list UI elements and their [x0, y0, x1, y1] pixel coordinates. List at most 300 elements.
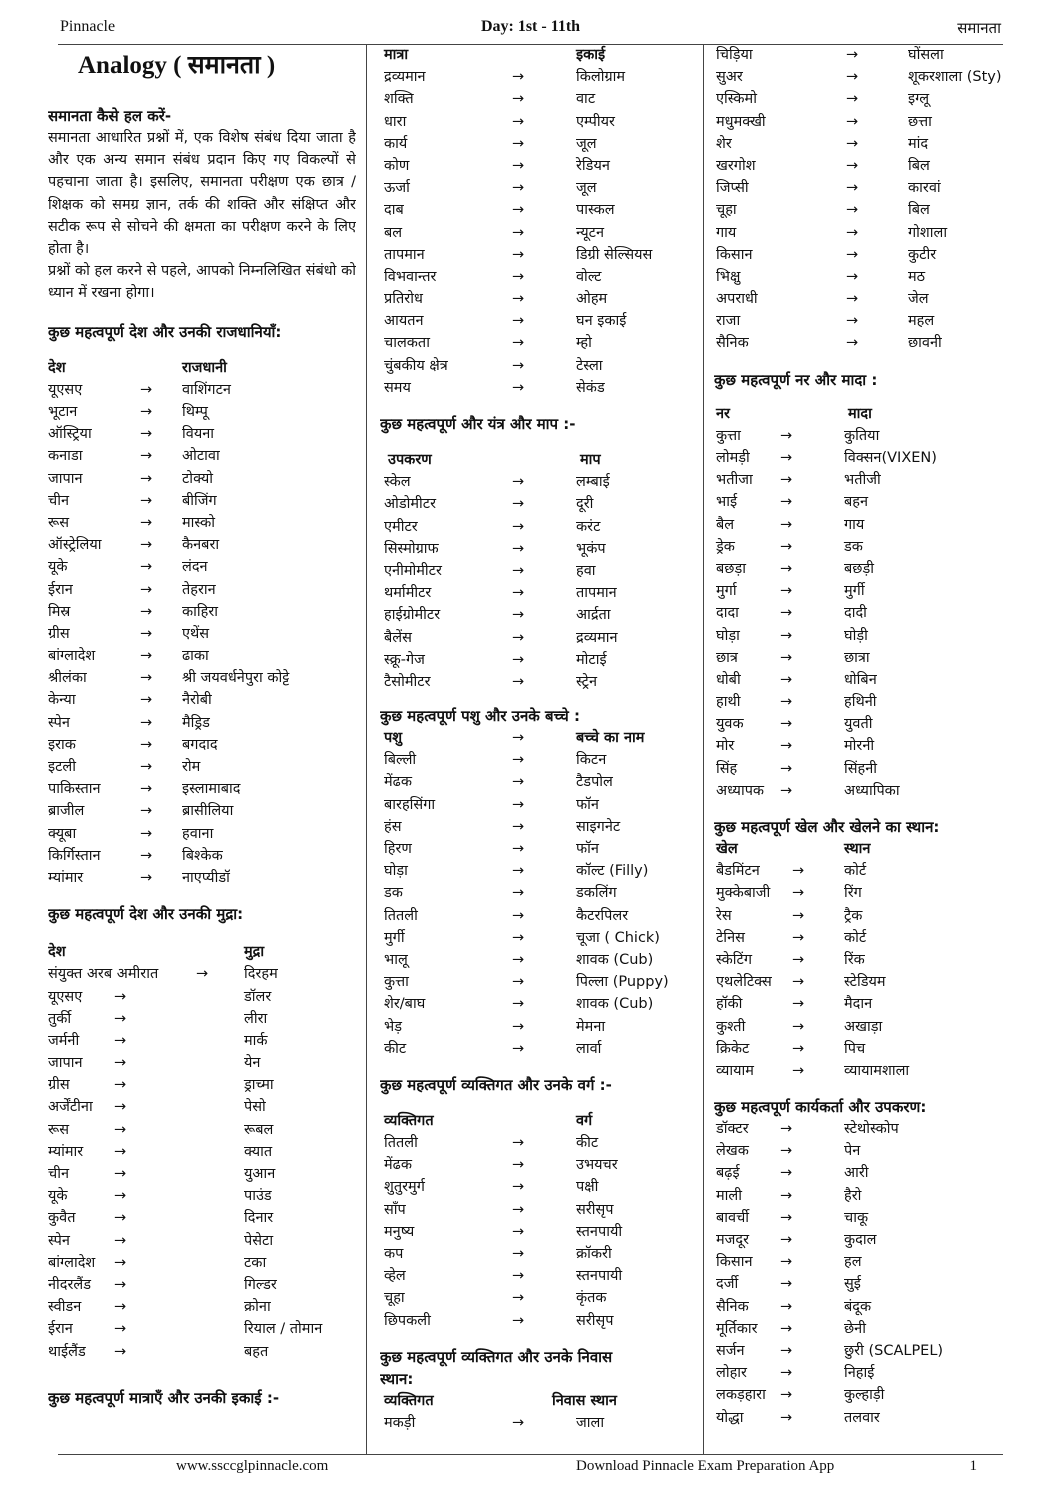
- row-term: मूर्तिकार: [716, 1320, 758, 1337]
- row-term: अर्जेंटीना: [48, 1099, 93, 1116]
- units-heading: कुछ महत्वपूर्ण मात्राएँ और उनकी इकाई :-: [48, 1388, 280, 1407]
- arrow-icon: →: [792, 996, 805, 1013]
- row-value: मठ: [908, 268, 926, 285]
- row-value: आरी: [844, 1165, 869, 1182]
- row-term: बैडमिंटन: [716, 863, 760, 880]
- row-value: नाएप्यीडॉ: [182, 869, 230, 886]
- row-value: डक: [844, 538, 863, 555]
- arrow-icon: →: [780, 1165, 793, 1182]
- habitats-table: [380, 1412, 692, 1434]
- row-value: गिल्डर: [244, 1276, 277, 1293]
- arrow-icon: →: [512, 996, 525, 1013]
- table-row: [380, 88, 692, 110]
- arrow-icon: →: [846, 180, 859, 197]
- arrow-icon: →: [512, 629, 525, 646]
- row-value: व्यायामशाला: [844, 1062, 910, 1079]
- row-term: मेंढक: [384, 1157, 412, 1174]
- arrow-icon: →: [140, 692, 153, 709]
- row-term: शक्ति: [384, 91, 414, 108]
- row-term: प्रतिरोध: [384, 291, 423, 308]
- row-value: मांद: [908, 135, 929, 152]
- row-term: इटली: [48, 759, 77, 775]
- row-term: संयुक्त अरब अमीरात: [48, 966, 159, 983]
- table-row: [48, 1341, 356, 1363]
- arrow-icon: →: [512, 1223, 525, 1240]
- classes-col-class: वर्ग: [576, 1112, 593, 1129]
- arrow-icon: →: [140, 736, 153, 753]
- table-row: [380, 794, 692, 816]
- table-row: [714, 536, 1010, 558]
- table-row: [48, 986, 356, 1008]
- arrow-icon: →: [512, 1018, 525, 1035]
- table-row: [380, 111, 692, 133]
- row-term: भेड़: [384, 1018, 402, 1035]
- row-term: सिस्मोग्राफ: [384, 540, 439, 557]
- instruments-table: [380, 471, 692, 693]
- table-row: [714, 1273, 1010, 1295]
- table-row: [380, 971, 692, 993]
- row-term: कप: [384, 1246, 404, 1262]
- arrow-icon: →: [512, 885, 525, 902]
- table-row: [48, 1008, 356, 1030]
- arrow-icon: →: [114, 1210, 127, 1227]
- table-row: [714, 1185, 1010, 1207]
- row-term: यूके: [48, 1188, 68, 1205]
- row-term: यूके: [48, 559, 68, 576]
- arrow-icon: →: [780, 472, 793, 489]
- table-row: [714, 133, 1010, 155]
- table-row: [48, 401, 356, 423]
- table-row: [48, 1141, 356, 1163]
- intro-paragraph: समानता आधारित प्रश्नों में, एक विशेष संबंध दिया जाता है और एक अन्य समान संबंध प्रदान किए गए विकल्पों से पहचाना जाता है। इसलिए, समानता परीक्षण एक छात्र / शिक्षक को समग्र ज्ञान, तर्क की शक्ति और संक्षिप्त और सटीक रूप से सोचने की क्षमता का परीक्षण करने के लिए होता है।: [48, 130, 356, 258]
- table-row: [380, 355, 692, 377]
- table-row: [714, 111, 1010, 133]
- arrow-icon: →: [780, 538, 793, 555]
- arrow-icon: →: [512, 291, 525, 308]
- arrow-icon: →: [140, 492, 153, 509]
- currency-col-currency: मुद्रा: [244, 944, 265, 961]
- arrow-icon: →: [512, 774, 525, 791]
- arrow-icon: →: [846, 91, 859, 108]
- table-row: [714, 288, 1010, 310]
- table-row: [714, 1140, 1010, 1162]
- arrow-icon: →: [140, 803, 153, 820]
- row-value: ट्रैक: [844, 907, 863, 924]
- arrow-icon: →: [780, 1187, 793, 1204]
- row-term: स्पेन: [48, 714, 70, 731]
- arrow-icon: →: [140, 625, 153, 642]
- arrow-icon: →: [114, 1166, 127, 1182]
- row-term: बढ़ई: [716, 1165, 740, 1182]
- table-row: [714, 758, 1010, 780]
- arrow-icon: →: [512, 796, 525, 813]
- arrow-icon: →: [780, 450, 793, 466]
- row-value: स्तनपायी: [576, 1223, 623, 1240]
- table-row: [714, 1407, 1010, 1429]
- table-row: [380, 377, 692, 399]
- row-term: घोड़ा: [384, 863, 408, 880]
- table-row: [380, 177, 692, 199]
- table-row: [48, 1052, 356, 1074]
- capitals-col-capital: राजधानी: [182, 359, 227, 376]
- arrow-icon: →: [846, 246, 859, 263]
- arrow-icon: →: [846, 202, 859, 219]
- row-value: क्यात: [244, 1143, 273, 1160]
- row-term: रेस: [716, 907, 732, 924]
- arrow-icon: →: [114, 1343, 127, 1360]
- capitals-col-country: देश: [48, 359, 66, 376]
- table-row: [380, 133, 692, 155]
- table-row: [714, 332, 1010, 354]
- units-table: [380, 66, 692, 399]
- table-row: [48, 667, 356, 689]
- row-value: घोंसला: [908, 47, 944, 63]
- row-term: द्रव्यमान: [384, 69, 426, 86]
- row-value: जूल: [576, 180, 597, 197]
- row-term: सिंह: [716, 760, 738, 777]
- row-term: क्रिकेट: [716, 1040, 750, 1057]
- row-term: मजदूर: [716, 1232, 750, 1248]
- row-term: भूटान: [48, 404, 78, 420]
- row-value: चाकू: [844, 1209, 869, 1226]
- arrow-icon: →: [512, 357, 525, 374]
- row-term: योद्धा: [716, 1409, 744, 1426]
- row-term: राजा: [716, 313, 741, 330]
- arrow-icon: →: [780, 516, 793, 533]
- classes-table: [380, 1132, 692, 1332]
- table-row: [48, 778, 356, 800]
- arrow-icon: →: [512, 562, 525, 579]
- page-title: Analogy ( समानता ): [78, 52, 276, 79]
- table-row: [714, 602, 1010, 624]
- arrow-icon: →: [512, 1157, 525, 1174]
- row-term: मनुष्य: [384, 1223, 415, 1240]
- gender-col-female: मादा: [848, 405, 872, 422]
- arrow-icon: →: [780, 782, 793, 799]
- row-term: शेर: [716, 135, 732, 152]
- row-term: धारा: [384, 113, 407, 130]
- row-term: व्हेल: [384, 1268, 406, 1285]
- arrow-icon: →: [114, 1121, 127, 1138]
- table-row: [380, 332, 692, 354]
- arrow-icon: →: [780, 560, 793, 577]
- row-term: दाब: [384, 202, 404, 219]
- arrow-icon: →: [114, 1055, 127, 1072]
- row-value: न्यूटन: [576, 224, 605, 241]
- row-term: एमीटर: [384, 518, 418, 535]
- arrow-icon: →: [512, 974, 525, 991]
- row-value: सरीसृप: [576, 1201, 614, 1218]
- arrow-icon: →: [140, 825, 153, 842]
- arrow-icon: →: [512, 818, 525, 835]
- table-row: [380, 1287, 692, 1309]
- row-value: हवा: [576, 562, 596, 579]
- table-row: [714, 447, 1010, 469]
- table-row: [48, 490, 356, 512]
- table-row: [48, 1119, 356, 1141]
- arrow-icon: →: [140, 426, 153, 443]
- row-value: करंट: [576, 518, 601, 535]
- header-day-range: Day: 1st - 11th: [480, 18, 581, 35]
- row-value: उभयचर: [576, 1157, 618, 1174]
- row-value: श्री जयवर्धनेपुरा कोट्टे: [182, 670, 290, 687]
- row-value: कोर्ट: [844, 929, 867, 946]
- arrow-icon: →: [512, 246, 525, 263]
- table-row: [714, 469, 1010, 491]
- table-row: [48, 756, 356, 778]
- row-value: कॉल्ट (Filly): [576, 863, 649, 880]
- arrow-icon: →: [780, 605, 793, 622]
- row-value: बछड़ी: [844, 560, 874, 577]
- arrow-icon: →: [114, 988, 127, 1005]
- arrow-icon: →: [114, 1032, 127, 1049]
- row-value: डकलिंग: [576, 885, 617, 902]
- row-term: टैसोमीटर: [384, 673, 431, 690]
- row-term: छात्र: [716, 649, 738, 666]
- arrow-icon: →: [512, 202, 525, 219]
- arrow-icon: →: [846, 268, 859, 285]
- young-table-header: पशु → बच्चे का नाम: [380, 727, 692, 749]
- table-row: [48, 734, 356, 756]
- table-row: [714, 155, 1010, 177]
- arrow-icon: →: [114, 1232, 127, 1249]
- arrow-icon: →: [512, 1135, 525, 1152]
- row-term: स्केल: [384, 474, 411, 491]
- arrow-icon: →: [512, 496, 525, 513]
- sports-col-venue: स्थान: [844, 841, 871, 857]
- row-term: डॉक्टर: [716, 1121, 749, 1138]
- arrow-icon: →: [846, 313, 859, 330]
- row-term: किसान: [716, 246, 753, 263]
- row-value: युआन: [244, 1166, 276, 1182]
- row-value: मार्क: [244, 1032, 268, 1049]
- arrow-icon: →: [140, 404, 153, 420]
- row-term: तितली: [384, 907, 418, 924]
- table-row: [48, 1274, 356, 1296]
- arrow-icon: →: [512, 673, 525, 690]
- row-value: येन: [244, 1055, 261, 1072]
- arrow-icon: →: [792, 907, 805, 924]
- arrow-icon: →: [780, 1276, 793, 1293]
- table-row: [48, 1096, 356, 1118]
- row-term: शुतुरमुर्ग: [384, 1179, 425, 1196]
- table-row: [714, 927, 1010, 949]
- row-term: यूएसए: [48, 381, 83, 398]
- row-value: कुदाल: [844, 1232, 877, 1248]
- table-row: [714, 44, 1010, 66]
- table-row: [380, 671, 692, 693]
- column-middle: [380, 44, 692, 1454]
- arrow-icon: →: [140, 648, 153, 665]
- arrow-icon: →: [114, 1143, 127, 1160]
- row-term: घोड़ा: [716, 627, 740, 644]
- arrow-icon: →: [780, 1121, 793, 1138]
- page-header: [58, 14, 1003, 45]
- arrow-icon: →: [512, 1290, 525, 1307]
- table-row: [714, 558, 1010, 580]
- arrow-icon: →: [512, 518, 525, 535]
- table-row: [714, 66, 1010, 88]
- row-value: वाशिंगटन: [182, 381, 231, 398]
- table-row: [48, 512, 356, 534]
- arrow-icon: →: [512, 180, 525, 197]
- table-row: [48, 1030, 356, 1052]
- arrow-icon: →: [512, 651, 525, 668]
- row-term: हॉकी: [716, 996, 743, 1013]
- row-value: घन इकाई: [576, 313, 627, 330]
- row-term: थर्मामीटर: [384, 585, 432, 602]
- row-value: लंदन: [182, 559, 208, 576]
- table-row: [380, 199, 692, 221]
- habitats-table-header: [380, 1390, 692, 1412]
- row-value: सरीसृप: [576, 1312, 614, 1329]
- table-row: [714, 1296, 1010, 1318]
- row-term: हिरण: [384, 841, 412, 857]
- row-term: केन्या: [48, 692, 76, 709]
- row-value: स्ट्रेन: [576, 673, 597, 690]
- table-row: [380, 1412, 692, 1434]
- row-term: बावर्ची: [716, 1209, 750, 1226]
- habitats-col-habitat: निवास स्थान: [552, 1392, 617, 1409]
- row-term: ऊर्जा: [384, 180, 410, 197]
- row-value: पेन: [844, 1143, 861, 1160]
- row-value: निहाई: [844, 1365, 875, 1382]
- table-row: [48, 823, 356, 845]
- row-term: बिल्ली: [384, 752, 417, 769]
- row-value: पाउंड: [244, 1188, 272, 1205]
- table-row: [714, 882, 1010, 904]
- row-value: आर्द्रता: [576, 607, 611, 624]
- row-value: बिल: [908, 157, 930, 174]
- arrow-icon: →: [780, 1409, 793, 1426]
- row-value: स्टेडियम: [844, 974, 886, 991]
- table-row: [714, 222, 1010, 244]
- howto-heading: समानता कैसे हल करें-: [48, 107, 172, 125]
- arrow-icon: →: [792, 863, 805, 880]
- row-value: तापमान: [576, 585, 617, 602]
- row-value: जाला: [576, 1414, 605, 1431]
- arrow-icon: →: [846, 157, 859, 174]
- table-row: [380, 882, 692, 904]
- row-value: टोक्यो: [182, 470, 213, 487]
- table-row: [48, 601, 356, 623]
- table-row: [714, 244, 1010, 266]
- classes-heading: कुछ महत्वपूर्ण व्यक्तिगत और उनके वर्ग :-: [380, 1075, 612, 1094]
- row-value: स्तनपायी: [576, 1268, 623, 1285]
- table-row: [380, 266, 692, 288]
- row-value: दूरी: [576, 496, 594, 513]
- row-term: कार्य: [384, 135, 408, 152]
- table-row: [714, 949, 1010, 971]
- row-value: लीरा: [244, 1010, 268, 1027]
- row-value: कैटरपिलर: [576, 907, 629, 924]
- table-row: [380, 649, 692, 671]
- row-value: छेनी: [844, 1320, 866, 1337]
- table-row: [380, 627, 692, 649]
- table-row: [714, 1229, 1010, 1251]
- row-term: ड्रेक: [716, 538, 735, 555]
- table-row: [48, 1185, 356, 1207]
- row-term: युवक: [716, 716, 744, 733]
- table-row: [380, 1176, 692, 1198]
- arrow-icon: →: [512, 951, 525, 968]
- table-row: [714, 88, 1010, 110]
- currency-table-header: [48, 941, 356, 963]
- young-heading: कुछ महत्वपूर्ण पशु और उनके बच्चे :: [380, 707, 580, 726]
- row-term: दर्जी: [716, 1276, 739, 1293]
- capitals-table-header: [48, 357, 356, 379]
- row-value: पिच: [844, 1040, 866, 1057]
- row-value: अध्यापिका: [844, 782, 900, 799]
- table-row: [48, 800, 356, 822]
- table-row: [714, 780, 1010, 802]
- row-value: शूकरशाला (Sty): [908, 69, 1002, 86]
- arrow-icon: →: [792, 951, 805, 968]
- row-term: बांग्लादेश: [48, 648, 96, 665]
- row-value: पिल्ला (Puppy): [576, 974, 669, 991]
- row-value: रोम: [182, 759, 201, 775]
- row-term: अपराधी: [716, 291, 758, 308]
- table-row: [48, 534, 356, 556]
- row-value: पेसेटा: [244, 1232, 274, 1249]
- row-value: हैरो: [844, 1187, 862, 1204]
- arrow-icon: →: [140, 537, 153, 554]
- table-row: [714, 425, 1010, 447]
- arrow-icon: →: [792, 1018, 805, 1035]
- row-value: बिल: [908, 202, 930, 219]
- row-term: ईरान: [48, 581, 73, 598]
- row-term: भालू: [384, 951, 408, 968]
- currency-col-country: देश: [48, 944, 66, 961]
- column-divider-1: [366, 44, 367, 1454]
- row-value: वियना: [182, 426, 215, 443]
- row-term: रूस: [48, 1121, 70, 1138]
- table-row: [48, 1207, 356, 1229]
- table-row: [380, 516, 692, 538]
- table-row: [714, 514, 1010, 536]
- arrow-icon: →: [846, 224, 859, 241]
- row-value: कुतिया: [844, 427, 880, 444]
- classes-table-header: [380, 1110, 692, 1132]
- table-row: [714, 625, 1010, 647]
- table-row: [714, 1118, 1010, 1140]
- row-value: रिंक: [844, 951, 865, 968]
- instruments-heading: कुछ महत्वपूर्ण और यंत्र और माप :-: [380, 415, 576, 433]
- row-value: छात्रा: [844, 649, 870, 666]
- row-value: ओहम: [576, 291, 608, 308]
- row-value: फॉन: [576, 841, 599, 857]
- row-term: छिपकली: [384, 1312, 431, 1329]
- table-row: [48, 579, 356, 601]
- table-row: [714, 735, 1010, 757]
- arrow-icon: →: [512, 863, 525, 880]
- row-term: साँप: [384, 1201, 406, 1218]
- row-value: स्टेथोस्कोप: [844, 1121, 899, 1138]
- row-value: डिग्री सेल्सियस: [576, 246, 653, 263]
- arrow-icon: →: [512, 313, 525, 330]
- row-term: सुअर: [716, 69, 743, 86]
- arrow-icon: →: [780, 627, 793, 644]
- sports-table-header: [714, 838, 1010, 860]
- classes-col-individual: व्यक्तिगत: [384, 1112, 434, 1129]
- arrow-icon: →: [846, 335, 859, 352]
- row-value: वाट: [576, 91, 596, 108]
- table-row: [714, 860, 1010, 882]
- table-row: [48, 379, 356, 401]
- row-value: काहिरा: [182, 603, 219, 620]
- row-value: मैदान: [844, 996, 873, 1013]
- row-value: लम्बाई: [576, 474, 610, 491]
